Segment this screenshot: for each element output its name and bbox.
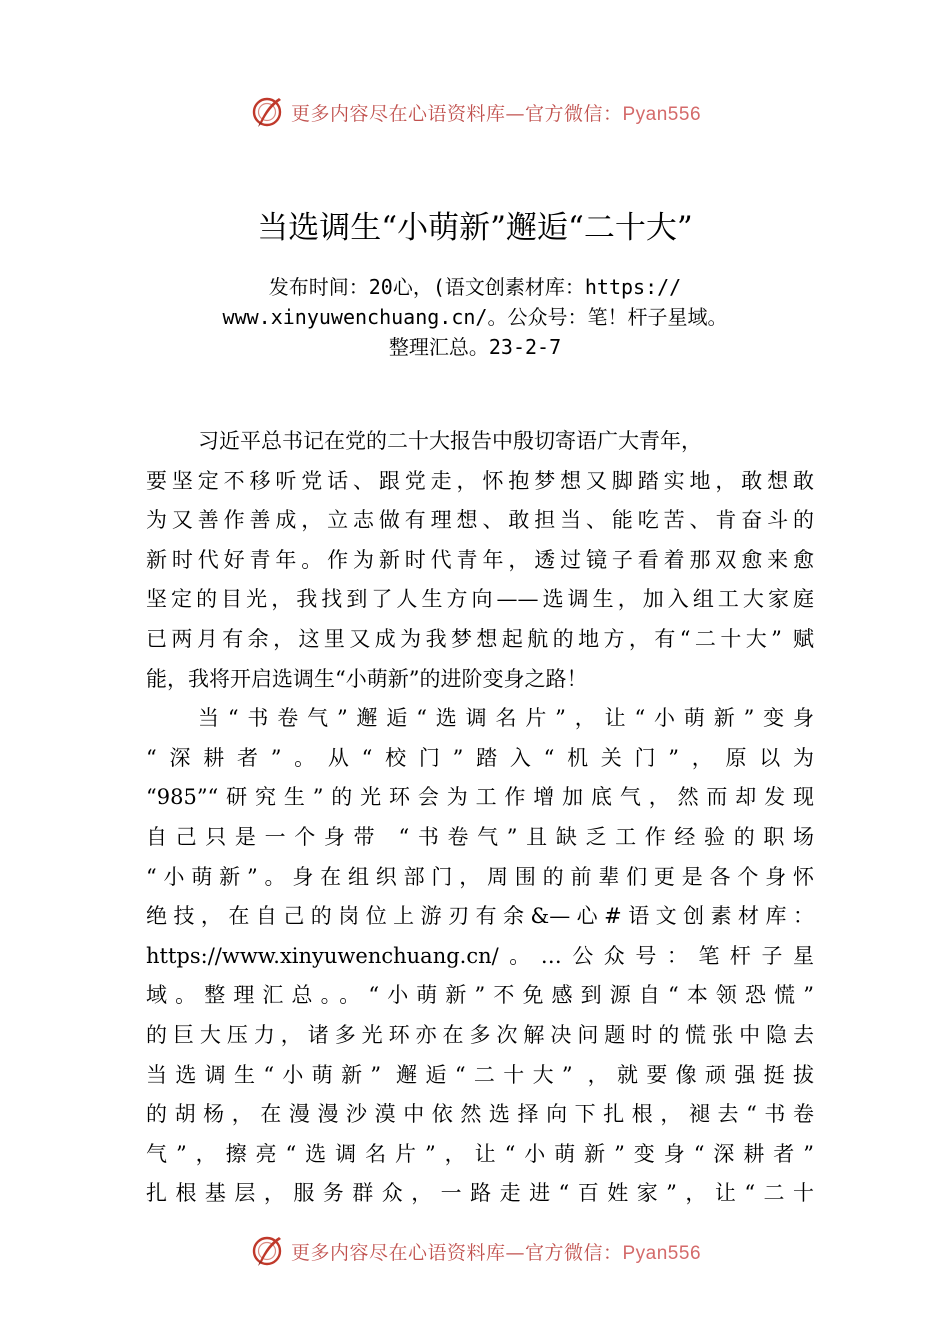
- body-line: 绝技，在自己的岗位上游刃有余&—心#语文创素材库：: [146, 904, 814, 929]
- banner-text: [291, 1238, 701, 1265]
- body-line: 习近平总书记在党的二十大报告中殷切寄语广大青年，: [198, 429, 702, 453]
- publish-meta: [150, 272, 800, 362]
- meta-line: 发布时间：20心，(语文创素材库：https://: [268, 275, 682, 299]
- body-line: 扎根基层，服务群众，一路走进“百姓家”，让“二十: [146, 1181, 814, 1206]
- banner-main-text: 更多内容尽在心语资料库—官方微信：: [290, 1241, 623, 1264]
- body-line: 为又善作善成，立志做有理想、敢担当、能吃苦、肯奋斗的: [146, 508, 814, 533]
- body-line: 域。整理汇总。。“小萌新”不免感到源自“本领恐慌”: [146, 983, 814, 1008]
- body-line: 要坚定不移听党话、跟党走，怀抱梦想又脚踏实地，敢想敢: [146, 468, 814, 493]
- document-title: 当选调生“小萌新”邂逅“二十大”: [257, 210, 693, 246]
- banner-wechat-id: Pyan556: [622, 103, 702, 125]
- meta-line: www.xinyuwenchuang.cn/。公众号：笔！杆子星域。: [222, 305, 728, 329]
- banner-main-text: 更多内容尽在心语资料库—官方微信：: [290, 102, 623, 125]
- body-line: 新时代好青年。作为新时代青年，透过镜子看着那双愈来愈: [146, 547, 814, 572]
- body-line: 当“书卷气”邂逅“选调名片”，让“小萌新”变身: [198, 706, 814, 731]
- body-line: 自己只是一个身带 “书卷气”且缺乏工作经验的职场: [146, 824, 814, 849]
- body-line: 已两月有余，这里又成为我梦想起航的地方，有“二十大” 赋: [146, 626, 814, 651]
- body-line: 的巨大压力，诸多光环亦在多次解决问题时的慌张中隐去: [146, 1022, 814, 1047]
- body-line: “小萌新”。身在组织部门，周围的前辈们更是各个身怀: [146, 864, 814, 889]
- body-line: 坚定的目光，我找到了人生方向——选调生，加入组工大家庭: [146, 587, 814, 612]
- quill-logo-icon: [249, 94, 285, 130]
- body-line: 能，我将开启选调生“小萌新”的进阶变身之路！: [146, 666, 588, 691]
- banner-text: [291, 99, 701, 126]
- article-body: [146, 422, 814, 1214]
- footer-banner: [0, 1231, 950, 1271]
- body-line: “985”“研究生”的光环会为工作增加底气，然而却发现: [146, 785, 814, 810]
- body-line: 当选调生“小萌新” 邂逅“二十大” ，就要像顽强挺拔: [146, 1062, 814, 1087]
- banner-wechat-id: Pyan556: [622, 1242, 702, 1264]
- meta-line: 整理汇总。23-2-7: [388, 335, 562, 359]
- body-line: https://www.xinyuwenchuang.cn/。…公众号：笔杆子星: [146, 943, 814, 968]
- body-line: “深耕者”。从“校门”踏入“机关门”，原以为: [146, 745, 814, 770]
- body-line: 气”，擦亮“选调名片”，让“小萌新”变身“深耕者”: [146, 1141, 814, 1166]
- quill-logo-icon: [249, 1233, 285, 1269]
- body-line: 的胡杨，在漫漫沙漠中依然选择向下扎根，褪去“书卷: [146, 1102, 814, 1127]
- header-banner: [0, 92, 950, 132]
